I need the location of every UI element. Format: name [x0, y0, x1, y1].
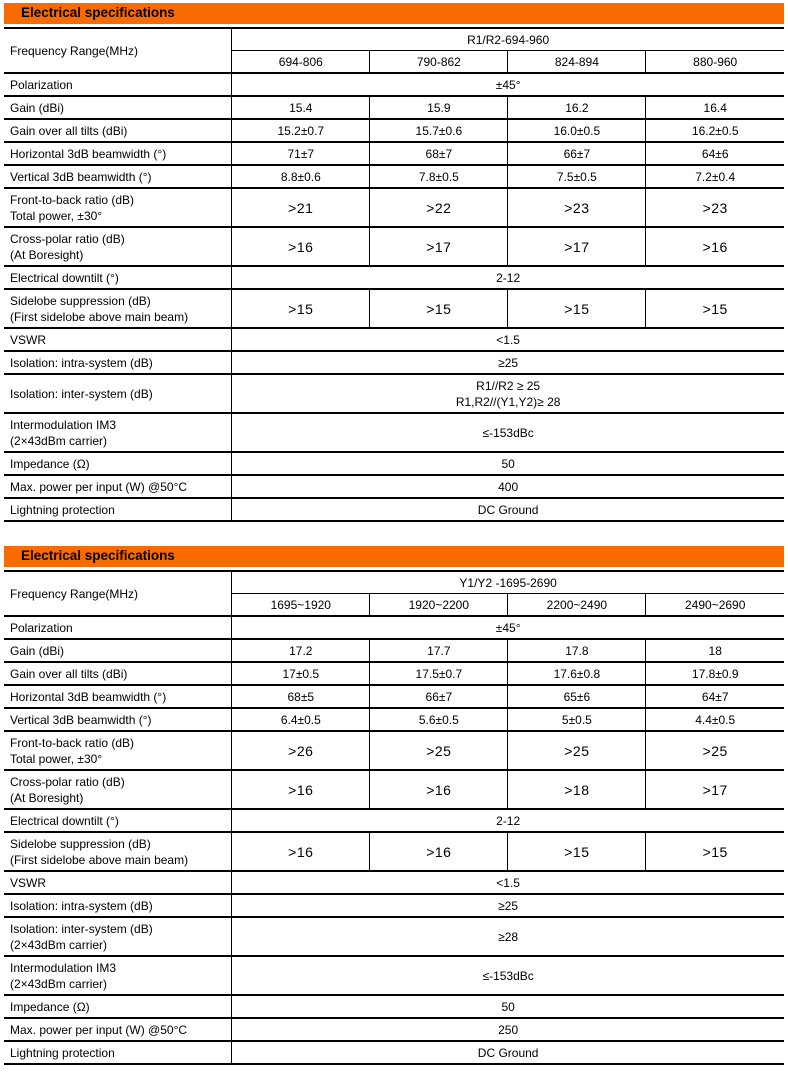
frequency-range-cell: 1695~1920	[232, 594, 370, 617]
cell-line: Isolation: inter-system (dB)	[10, 921, 153, 936]
spec-value-cell: 2-12	[232, 809, 784, 832]
section-title: Electrical specifications	[4, 3, 784, 24]
spec-value-cell: 16.2±0.5	[646, 119, 784, 142]
spec-value-cell: >16	[232, 832, 370, 871]
spec-value-cell: 16.4	[646, 96, 784, 119]
spec-value-cell: 4.4±0.5	[646, 708, 784, 731]
spec-label-cell: Lightning protection	[4, 498, 232, 521]
spec-label-cell: Gain (dBi)	[4, 639, 232, 662]
frequency-label-cell: Frequency Range(MHz)	[4, 571, 232, 616]
spec-value-cell: >26	[232, 731, 370, 770]
spec-label-cell: Vertical 3dB beamwidth (°)	[4, 165, 232, 188]
spec-value-cell: >21	[232, 188, 370, 227]
spec-value-cell: >18	[508, 770, 646, 809]
frequency-label-cell: Frequency Range(MHz)	[4, 28, 232, 73]
spec-label-cell: VSWR	[4, 871, 232, 894]
spec-label-cell	[4, 917, 232, 956]
spec-value-cell: 17.2	[232, 639, 370, 662]
spec-value-cell: >15	[232, 289, 370, 328]
spec-value-cell: ≥25	[232, 351, 784, 374]
spec-label-cell	[4, 731, 232, 770]
frequency-band-cell: Y1/Y2 -1695-2690	[232, 571, 784, 594]
spec-value-cell: 7.5±0.5	[508, 165, 646, 188]
spec-label-cell: Max. power per input (W) @50°C	[4, 1018, 232, 1041]
spec-value-cell: 17.5±0.7	[370, 662, 508, 685]
cell-line: R1,R2//(Y1,Y2)≥ 28	[455, 394, 561, 409]
spec-value-cell: 16.2	[508, 96, 646, 119]
spec-value-cell: 66±7	[370, 685, 508, 708]
frequency-range-cell: 790-862	[370, 51, 508, 74]
cell-line: Sidelobe suppression (dB)	[10, 836, 151, 851]
spec-label-cell: Polarization	[4, 616, 232, 639]
spec-value-cell	[232, 374, 784, 413]
spec-value-cell: 5.6±0.5	[370, 708, 508, 731]
spec-value-cell: 7.2±0.4	[646, 165, 784, 188]
spec-value-cell: 64±7	[646, 685, 784, 708]
frequency-range-cell: 1920~2200	[370, 594, 508, 617]
spec-label-cell: Polarization	[4, 73, 232, 96]
spec-value-cell: 8.8±0.6	[232, 165, 370, 188]
spec-section-y1y2	[4, 546, 784, 1065]
spec-value-cell: >16	[370, 832, 508, 871]
frequency-band-cell: R1/R2-694-960	[232, 28, 784, 51]
spec-value-cell: DC Ground	[232, 498, 784, 521]
spec-label-cell: Impedance (Ω)	[4, 995, 232, 1018]
spec-value-cell: >15	[370, 289, 508, 328]
spec-label-cell	[4, 770, 232, 809]
spec-label-cell: VSWR	[4, 328, 232, 351]
spec-label-cell: Horizontal 3dB beamwidth (°)	[4, 685, 232, 708]
cell-line: (2×43dBm carrier)	[10, 937, 108, 952]
cell-line: Cross-polar ratio (dB)	[10, 774, 125, 789]
spec-value-cell: 50	[232, 452, 784, 475]
cell-line: Front-to-back ratio (dB)	[10, 735, 135, 750]
spec-value-cell: 15.9	[370, 96, 508, 119]
spec-label-cell: Gain over all tilts (dBi)	[4, 119, 232, 142]
spec-value-cell: 15.7±0.6	[370, 119, 508, 142]
cell-line: Front-to-back ratio (dB)	[10, 192, 135, 207]
spec-value-cell: <1.5	[232, 328, 784, 351]
spec-value-cell: >23	[646, 188, 784, 227]
spec-value-cell: >25	[646, 731, 784, 770]
spec-label-cell: Horizontal 3dB beamwidth (°)	[4, 142, 232, 165]
spec-label-cell	[4, 413, 232, 452]
spec-value-cell: ≤-153dBc	[232, 956, 784, 995]
spec-label-cell	[4, 832, 232, 871]
cell-line: Intermodulation IM3	[10, 417, 117, 432]
spec-value-cell: <1.5	[232, 871, 784, 894]
spec-value-cell: >16	[370, 770, 508, 809]
spec-label-cell: Max. power per input (W) @50°C	[4, 475, 232, 498]
cell-line: (First sidelobe above main beam)	[10, 309, 189, 324]
spec-value-cell: 17.8	[508, 639, 646, 662]
spec-value-cell: 6.4±0.5	[232, 708, 370, 731]
spec-label-cell: Impedance (Ω)	[4, 452, 232, 475]
spec-value-cell: >17	[370, 227, 508, 266]
spec-label-cell: Isolation: intra-system (dB)	[4, 894, 232, 917]
spec-value-cell: >15	[646, 832, 784, 871]
spec-value-cell: ≤-153dBc	[232, 413, 784, 452]
spec-section-r1r2	[4, 3, 784, 522]
spec-value-cell: >15	[508, 289, 646, 328]
spec-value-cell: >17	[646, 770, 784, 809]
cell-line: (At Boresight)	[10, 247, 84, 262]
spec-value-cell: 17.6±0.8	[508, 662, 646, 685]
spec-label-cell: Isolation: inter-system (dB)	[4, 374, 232, 413]
spec-value-cell: ±45°	[232, 616, 784, 639]
frequency-range-cell: 2490~2690	[646, 594, 784, 617]
spec-value-cell: 250	[232, 1018, 784, 1041]
spec-value-cell: 15.4	[232, 96, 370, 119]
spec-label-cell: Vertical 3dB beamwidth (°)	[4, 708, 232, 731]
spec-value-cell: >16	[232, 770, 370, 809]
spec-value-cell: >25	[508, 731, 646, 770]
spec-value-cell: 17±0.5	[232, 662, 370, 685]
spec-value-cell: 7.8±0.5	[370, 165, 508, 188]
cell-line: (First sidelobe above main beam)	[10, 852, 189, 867]
spec-label-cell	[4, 289, 232, 328]
spec-value-cell: ±45°	[232, 73, 784, 96]
spec-value-cell: >23	[508, 188, 646, 227]
spec-label-cell: Electrical downtilt (°)	[4, 266, 232, 289]
spec-value-cell: >16	[232, 227, 370, 266]
spec-value-cell: 68±7	[370, 142, 508, 165]
frequency-range-cell: 694-806	[232, 51, 370, 74]
spec-value-cell: DC Ground	[232, 1041, 784, 1064]
spec-label-cell	[4, 956, 232, 995]
spec-value-cell: >16	[646, 227, 784, 266]
spec-label-cell: Isolation: intra-system (dB)	[4, 351, 232, 374]
cell-line: (2×43dBm carrier)	[10, 433, 108, 448]
spec-value-cell: ≥28	[232, 917, 784, 956]
spec-value-cell: >15	[508, 832, 646, 871]
spec-value-cell: 71±7	[232, 142, 370, 165]
spec-value-cell: 15.2±0.7	[232, 119, 370, 142]
spec-value-cell: 64±6	[646, 142, 784, 165]
frequency-range-cell: 2200~2490	[508, 594, 646, 617]
frequency-range-cell: 880-960	[646, 51, 784, 74]
spec-value-cell: 65±6	[508, 685, 646, 708]
spec-label-cell: Electrical downtilt (°)	[4, 809, 232, 832]
spec-value-cell: 400	[232, 475, 784, 498]
spec-value-cell: >25	[370, 731, 508, 770]
spec-value-cell: >22	[370, 188, 508, 227]
spec-value-cell: 16.0±0.5	[508, 119, 646, 142]
spec-value-cell: 5±0.5	[508, 708, 646, 731]
spec-value-cell: 2-12	[232, 266, 784, 289]
cell-line: Total power, ±30°	[10, 208, 103, 223]
spec-table	[4, 570, 784, 1065]
spec-value-cell: >15	[646, 289, 784, 328]
spec-value-cell: ≥25	[232, 894, 784, 917]
spec-label-cell: Gain over all tilts (dBi)	[4, 662, 232, 685]
cell-line: Sidelobe suppression (dB)	[10, 293, 151, 308]
spec-label-cell	[4, 188, 232, 227]
cell-line: R1//R2 ≥ 25	[476, 378, 541, 393]
spec-value-cell: 18	[646, 639, 784, 662]
spec-value-cell: >17	[508, 227, 646, 266]
spec-value-cell: 50	[232, 995, 784, 1018]
cell-line: (At Boresight)	[10, 790, 84, 805]
cell-line: (2×43dBm carrier)	[10, 976, 108, 991]
section-title: Electrical specifications	[4, 546, 784, 567]
cell-line: Intermodulation IM3	[10, 960, 117, 975]
spec-value-cell: 66±7	[508, 142, 646, 165]
spec-table	[4, 27, 784, 522]
frequency-range-cell: 824-894	[508, 51, 646, 74]
spec-value-cell: 17.8±0.9	[646, 662, 784, 685]
spec-label-cell: Gain (dBi)	[4, 96, 232, 119]
spec-value-cell: 17.7	[370, 639, 508, 662]
spec-label-cell: Lightning protection	[4, 1041, 232, 1064]
spec-label-cell	[4, 227, 232, 266]
cell-line: Cross-polar ratio (dB)	[10, 231, 125, 246]
cell-line: Total power, ±30°	[10, 751, 103, 766]
spec-value-cell: 68±5	[232, 685, 370, 708]
